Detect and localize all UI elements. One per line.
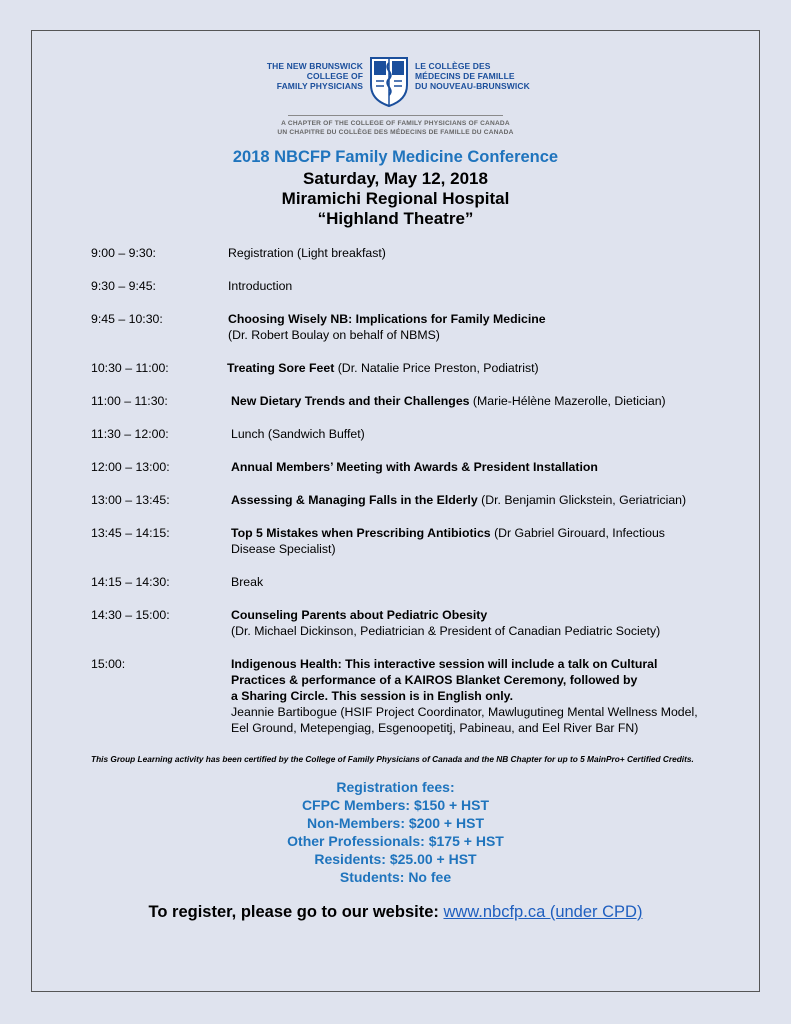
- schedule-line: [231, 492, 751, 508]
- schedule-time: 13:00 – 13:45:: [91, 493, 170, 507]
- schedule-time: 11:30 – 12:00:: [91, 427, 169, 441]
- session-title: Practices & performance of a KAIROS Blanket Ceremony, followed by: [231, 673, 638, 687]
- session-detail: Jeannie Bartibogue (HSIF Project Coordinator, Mawlugutineg Mental Wellness Model,: [231, 705, 698, 719]
- session-detail: Break: [231, 575, 264, 589]
- session-title: Counseling Parents about Pediatric Obesity: [231, 608, 488, 622]
- org-fr-line: DU NOUVEAU-BRUNSWICK: [415, 81, 530, 91]
- schedule-line: [231, 541, 751, 557]
- schedule-description: [231, 492, 751, 508]
- session-title: New Dietary Trends and their Challenges: [231, 394, 470, 408]
- schedule-line: [231, 656, 751, 672]
- schedule-line: [231, 459, 751, 475]
- schedule-description: [227, 360, 747, 376]
- schedule-line: [231, 607, 751, 623]
- session-title: a Sharing Circle. This session is in English only.: [231, 689, 513, 703]
- session-detail: (Dr Gabriel Girouard, Infectious: [490, 526, 665, 540]
- schedule-line: [231, 720, 751, 736]
- schedule-time: 12:00 – 13:00:: [91, 460, 170, 474]
- schedule-time: 9:30 – 9:45:: [91, 279, 156, 293]
- schedule-description: [231, 426, 751, 442]
- session-title: Top 5 Mistakes when Prescribing Antibiotics: [231, 526, 491, 540]
- session-detail: (Dr. Benjamin Glickstein, Geriatrician): [477, 493, 687, 507]
- session-detail: Disease Specialist): [231, 542, 336, 556]
- schedule-line: [228, 278, 748, 294]
- schedule-description: [231, 607, 751, 639]
- schedule-description: [228, 311, 748, 343]
- session-detail: Eel Ground, Metepengiag, Esgenoopetitj, Pabineau, and Eel River Bar FN): [231, 721, 639, 735]
- schedule-line: [227, 360, 747, 376]
- org-en-line: FAMILY PHYSICIANS: [276, 81, 363, 91]
- certification-note: This Group Learning activity has been certified by the College of Family Physicians of Canada and the NB Chapter for up to 5 MainPro+ Certified Credits.: [91, 754, 694, 764]
- org-en-line: THE NEW BRUNSWICK: [266, 61, 363, 71]
- fee-item: Non-Members: $200 + HST: [307, 815, 484, 831]
- chapter-tagline-fr: UN CHAPITRE DU COLLÈGE DES MÉDECINS DE FAMILLE DU CANADA: [277, 129, 514, 136]
- schedule-line: [231, 393, 751, 409]
- college-shield-logo: [368, 55, 410, 107]
- schedule-time: 9:45 – 10:30:: [91, 312, 163, 326]
- session-detail: Lunch (Sandwich Buffet): [231, 427, 365, 441]
- schedule-time: 9:00 – 9:30:: [91, 246, 156, 260]
- logo-divider: [288, 115, 503, 116]
- session-title: Annual Members’ Meeting with Awards & President Installation: [231, 460, 598, 474]
- poster-frame: [31, 30, 760, 992]
- fee-item: CFPC Members: $150 + HST: [301, 797, 490, 813]
- website-link[interactable]: www.nbcfp.ca (under CPD): [443, 903, 643, 921]
- conference-theatre: “Highland Theatre”: [317, 209, 474, 228]
- header: [32, 45, 759, 155]
- fee-item: Residents: $25.00 + HST: [314, 851, 477, 867]
- register-line: [32, 903, 759, 922]
- session-title: Choosing Wisely NB: Implications for Family Medicine: [228, 312, 546, 326]
- register-text: To register, please go to our website:: [148, 903, 444, 921]
- schedule-time: 15:00:: [91, 657, 126, 671]
- schedule-line: [231, 525, 751, 541]
- schedule-description: [231, 656, 751, 736]
- schedule-line: [228, 311, 748, 327]
- session-title: Assessing & Managing Falls in the Elderly: [231, 493, 478, 507]
- session-detail: (Dr. Natalie Price Preston, Podiatrist): [334, 361, 539, 375]
- schedule-description: [231, 459, 751, 475]
- schedule-description: [228, 245, 748, 261]
- org-name-english: [267, 61, 363, 91]
- schedule-line: [231, 704, 751, 720]
- schedule-time: 13:45 – 14:15:: [91, 526, 170, 540]
- schedule-line: [228, 327, 748, 343]
- org-fr-line: LE COLLÈGE DES: [415, 61, 491, 71]
- conference-date: Saturday, May 12, 2018: [303, 169, 488, 188]
- schedule-description: [231, 525, 751, 557]
- schedule-line: [228, 245, 748, 261]
- schedule-line: [231, 426, 751, 442]
- schedule-time: 14:30 – 15:00:: [91, 608, 170, 622]
- session-detail: Registration (Light breakfast): [228, 246, 386, 260]
- schedule-time: 10:30 – 11:00:: [91, 361, 169, 375]
- schedule-time: 14:15 – 14:30:: [91, 575, 170, 589]
- schedule-line: [231, 574, 751, 590]
- fee-item: Students: No fee: [339, 869, 452, 885]
- schedule-description: [231, 574, 751, 590]
- fees-heading: Registration fees:: [336, 779, 455, 795]
- session-detail: (Marie-Hélène Mazerolle, Dietician): [469, 394, 666, 408]
- schedule-description: [228, 278, 748, 294]
- session-title: Treating Sore Feet: [227, 361, 335, 375]
- conference-title: 2018 NBCFP Family Medicine Conference: [232, 148, 559, 166]
- org-fr-line: MÉDECINS DE FAMILLE: [415, 71, 515, 81]
- fee-item: Other Professionals: $175 + HST: [287, 833, 504, 849]
- schedule-description: [231, 393, 751, 409]
- org-en-line: COLLEGE OF: [306, 71, 363, 81]
- registration-fees: [32, 778, 759, 886]
- session-detail: (Dr. Robert Boulay on behalf of NBMS): [228, 328, 440, 342]
- session-title: Indigenous Health: This interactive session will include a talk on Cultural: [231, 657, 658, 671]
- session-detail: (Dr. Michael Dickinson, Pediatrician & President of Canadian Pediatric Society): [231, 624, 661, 638]
- org-name-french: [415, 61, 530, 91]
- conference-venue: Miramichi Regional Hospital: [281, 189, 510, 208]
- chapter-tagline-en: A CHAPTER OF THE COLLEGE OF FAMILY PHYSICIANS OF CANADA: [281, 120, 510, 127]
- schedule-line: [231, 623, 751, 639]
- schedule-line: [231, 688, 751, 704]
- schedule-time: 11:00 – 11:30:: [91, 394, 168, 408]
- session-detail: Introduction: [228, 279, 293, 293]
- schedule-line: [231, 672, 751, 688]
